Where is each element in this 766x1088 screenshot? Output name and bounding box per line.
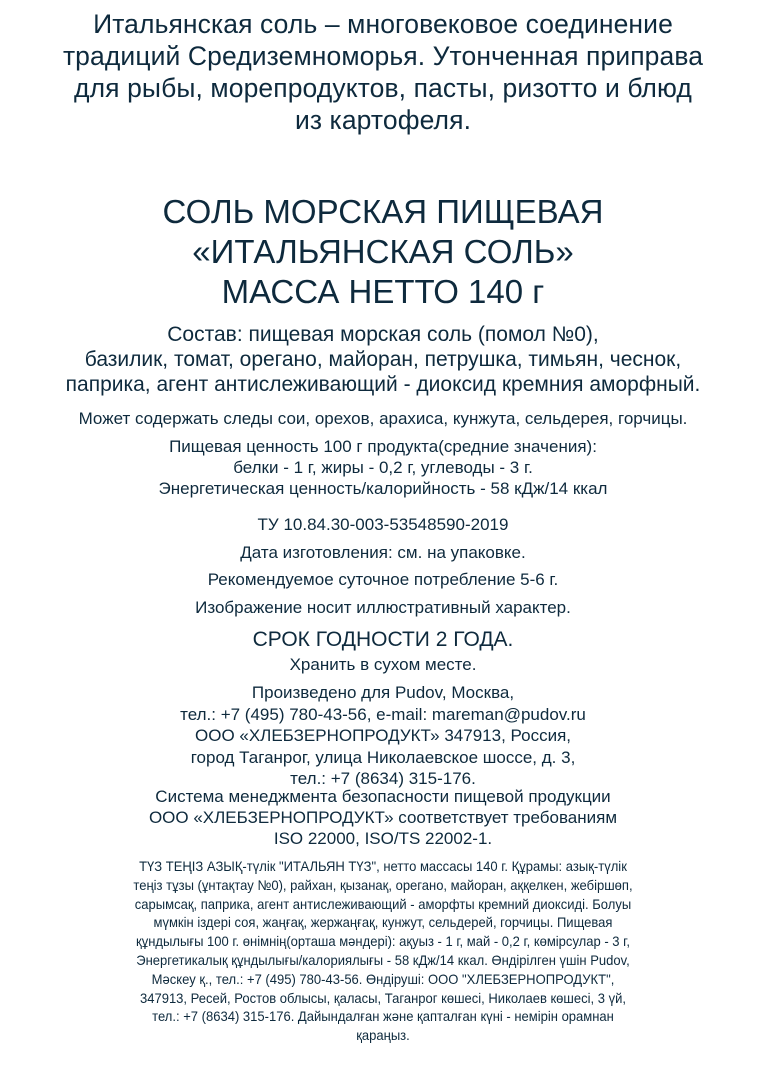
producer-line: тел.: +7 (8634) 315-176. (290, 769, 476, 788)
title-line: СОЛЬ МОРСКАЯ ПИЩЕВАЯ (162, 193, 604, 230)
illustration-note: Изображение носит иллюстративный характер. (195, 598, 571, 617)
producer-line: тел.: +7 (495) 780-43-56, e-mail: mareman@pudov.ru (180, 704, 586, 724)
producer-line: Произведено для Pudov, Москва, (251, 683, 515, 702)
kazakh-line: Энергетикалық құндылығы/калориялығы - 58 кДж/14 ккал. Өндірілген үшін Pudov, (136, 951, 630, 968)
intro-line: для рыбы, морепродуктов, пасты, ризотто и блюд (74, 73, 692, 103)
producer-line: город Таганрог, улица Николаевское шоссе, д. 3, (190, 747, 576, 767)
kazakh-line: сарымсақ, паприка, агент антислеживающий - аморфты кремний диоксиді. Болуы (134, 895, 632, 912)
nutrition-line: Пищевая ценность 100 г продукта(средние значения): (169, 437, 597, 456)
manufacture-date: Дата изготовления: см. на упаковке. (240, 543, 526, 562)
safety-line: ISO 22000, ISO/TS 22002-1. (273, 829, 493, 848)
kazakh-line: теңіз тұзы (ұнтақтау №0), райхан, қызанақ, орегано, майоран, аққелкен, жебіршөп, (133, 876, 633, 893)
safety-line: Система менеджмента безопасности пищевой продукции (155, 787, 611, 806)
product-title (0, 192, 766, 312)
producer-line: ООО «ХЛЕБЗЕРНОПРОДУКТ» 347913, Россия, (195, 726, 571, 745)
net-weight: МАССА НЕТТО 140 г (221, 273, 545, 310)
kazakh-line: ТҮЗ ТЕҢІЗ АЗЫҚ-түлік "ИТАЛЬЯН ТҮЗ", нетто массасы 140 г. Құрамы: азық-түлік (139, 858, 627, 874)
title-line: «ИТАЛЬЯНСКАЯ СОЛЬ» (192, 233, 574, 270)
daily-intake: Рекомендуемое суточное потребление 5-6 г. (207, 570, 559, 589)
nutrition-facts (0, 436, 766, 499)
composition-line: Состав: пищевая морская соль (помол №0), (167, 323, 599, 346)
safety-system (0, 786, 766, 849)
producer-info (0, 682, 766, 790)
intro-line: из картофеля. (294, 105, 472, 135)
kazakh-line: тел.: +7 (8634) 315-176. Дайындалған және қапталған күні - немірін орамнан (152, 1008, 614, 1025)
nutrition-line: белки - 1 г, жиры - 0,2 г, углеводы - 3 г. (233, 458, 533, 477)
intro-text (0, 8, 766, 136)
storage-note: Хранить в сухом месте. (289, 655, 477, 674)
kazakh-line: құндылығы 100 г. өнімнің(орташа мәндері): ақуыз - 1 г, май - 0,2 г, көмірсулар - 3 г, (136, 933, 630, 950)
composition-line: базилик, томат, орегано, майоран, петрушка, тимьян, чеснок, (84, 348, 682, 371)
safety-line: ООО «ХЛЕБЗЕРНОПРОДУКТ» соответствует требованиям (148, 808, 618, 827)
composition-line: паприка, агент антислеживающий - диоксид кремния аморфный. (65, 373, 701, 396)
expiry-date: СРОК ГОДНОСТИ 2 ГОДА. (252, 628, 514, 651)
nutrition-line: Энергетическая ценность/калорийность - 58 кДж/14 ккал (158, 479, 608, 498)
kazakh-line: 347913, Ресей, Ростов облысы, қаласы, Таганрог көшесі, Николаев көшесі, 3 үй, (139, 989, 627, 1006)
tech-spec: ТУ 10.84.30-003-53548590-2019 (257, 515, 509, 534)
intro-line: Итальянская соль – многовековое соединение (93, 9, 673, 39)
kazakh-line: Мәскеу қ., тел.: +7 (495) 780-43-56. Өндіруші: ООО "ХЛЕБЗЕРНОПРОДУКТ", (151, 970, 615, 987)
kazakh-text (0, 857, 766, 1045)
kazakh-line: қараңыз. (356, 1027, 410, 1044)
composition (0, 322, 766, 397)
allergens-note: Может содержать следы сои, орехов, арахиса, кунжута, сельдерея, горчицы. (78, 409, 688, 428)
intro-line: традиций Средиземноморья. Утонченная приправа (62, 41, 704, 71)
kazakh-line: мүмкін іздері соя, жаңғақ, жержаңғақ, кунжут, сельдерей, горчицы. Пищевая (153, 914, 613, 931)
